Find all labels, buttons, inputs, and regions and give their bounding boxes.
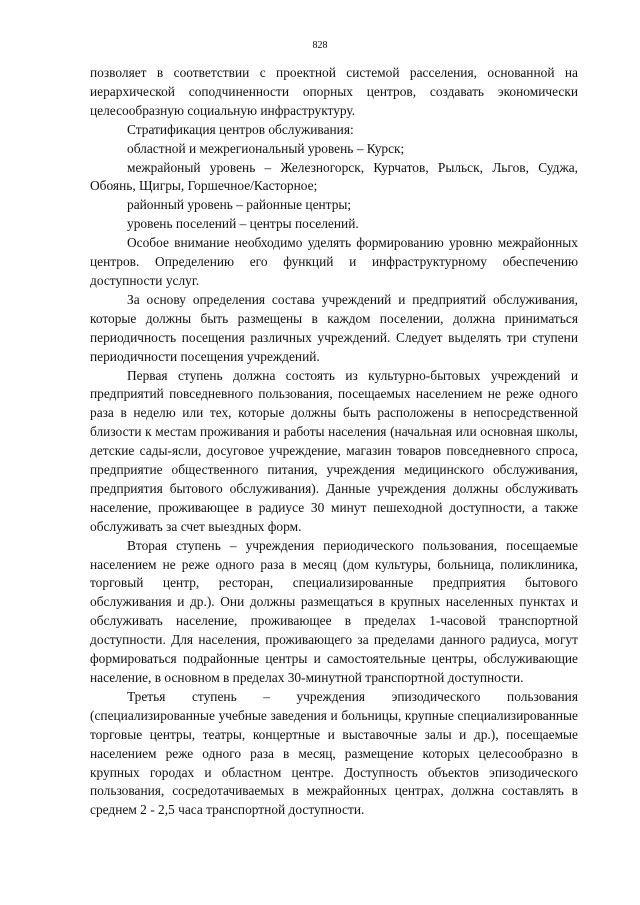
paragraph-first-stage: Первая ступень должна состоять из культурно-бытовых учреждений и предприятий повседневного пользования, посещаемых населением не реже одного раза в неделю или тех, которые должны быть расположены в непосредственной близости к местам проживания и работы населения (начальная или основная школы, детские сады-ясли, досуговое учреждение, магазин товаров повседневного спроса, предприятие общественного питания, учреждения медицинского обслуживания, предприятия бытового обслуживания). Данные учреждения должны обслуживать население, проживающее в радиусе 30 минут пешеходной доступности, а также обслуживать за счет выездных форм. xyxy=(90,367,578,534)
list-item-interdistrict-level: межрайоный уровень – Железногорск, Курчатов, Рыльск, Льгов, Суджа, Обоянь, Щигры, Горшечное/Касторное; xyxy=(90,159,578,194)
paragraph-third-stage: Третья ступень – учреждения эпизодического пользования (специализированные учебные заведения и больницы, крупные специализированные торговые центры, театры, концертные и выставочные залы и др.), посещаемые населением реже одного раза в месяц, размещение которых целесообразно в крупных городах и областном центре. Доступность объектов эпизодического пользования, сосредотачиваемых в межрайонных центрах, должна составлять в среднем 2 - 2,5 часа транспортной доступности. xyxy=(90,688,578,818)
paragraph-second-stage: Вторая ступень – учреждения периодического пользования, посещаемые населением не реже одного раза в месяц (дом культуры, больница, поликлиника, торговый центр, ресторан, специализированные предприятия бытового обслуживания и др.). Они должны размещаться в крупных населенных пунктах и обслуживать население, проживающее в пределах 1-часовой транспортной доступности. Для населения, проживающего за пределами данного радиуса, могут формироваться подрайонные центры и самостоятельные центры, обслуживающие население, в основном в пределах 30-минутной транспортной доступности. xyxy=(90,537,578,685)
list-item-regional-level: областной и межрегиональный уровень – Курск; xyxy=(127,140,405,156)
page-number: 828 xyxy=(312,40,328,51)
paragraph-interdistrict-centers: Особое внимание необходимо уделять формированию уровню межрайонных центров. Определению его функций и инфраструктурному обеспечению доступности услуг. xyxy=(90,235,578,288)
paragraph-basis-of-determination: За основу определения состава учреждений и предприятий обслуживания, которые должны быть размещены в каждом поселении, должна приниматься периодичность посещения различных учреждений. Следует выделять три ступени периодичности посещения учреждений. xyxy=(90,291,578,364)
stratification-heading: Стратификация центров обслуживания: xyxy=(127,121,354,137)
body-text xyxy=(90,64,578,820)
paragraph-continuation: позволяет в соответствии с проектной системой расселения, основанной на иерархической соподчиненности опорных центров, создавать экономически целесообразную социальную инфраструктуру. xyxy=(90,65,578,118)
list-item-district-level: районный уровень – районные центры; xyxy=(127,197,352,213)
list-item-settlement-level: уровень поселений – центры поселений. xyxy=(127,216,359,232)
